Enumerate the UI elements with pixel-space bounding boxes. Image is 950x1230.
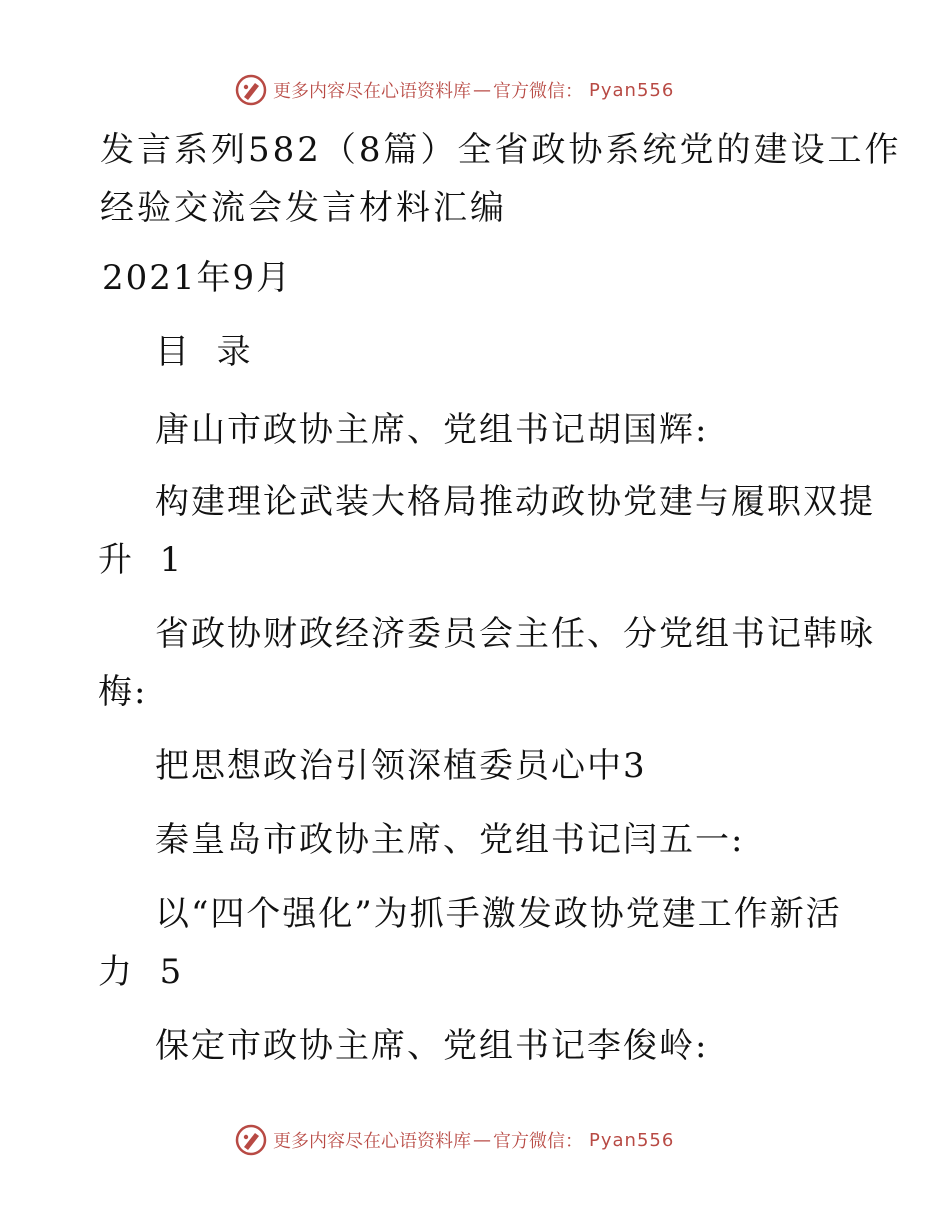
footer-banner[interactable]: [235, 1122, 755, 1158]
toc-speaker: 秦皇岛市政协主席、党组书记闫五一:: [155, 820, 745, 860]
toc-entry-page: 升 1: [98, 540, 184, 580]
toc-entry-title: 以“四个强化”为抓手激发政协党建工作新活: [155, 894, 842, 934]
banner-wechat-label: 官方微信：: [493, 81, 583, 102]
brand-logo-icon: [235, 74, 267, 106]
banner-wechat-id: Pyan556: [589, 1129, 675, 1151]
toc-speaker-continued: 梅:: [98, 672, 148, 712]
banner-wechat-label: 官方微信：: [493, 1131, 583, 1152]
banner-wechat-id: Pyan556: [589, 79, 675, 101]
toc-entry-page: 力 5: [98, 952, 184, 992]
header-banner[interactable]: [235, 72, 755, 108]
toc-heading: 目 录: [155, 332, 253, 372]
banner-separator: —: [473, 1129, 491, 1151]
document-title-line-2: 经验交流会发言材料汇编: [100, 188, 507, 228]
toc-speaker: 保定市政协主席、党组书记李俊岭:: [155, 1026, 709, 1066]
toc-entry-title: 把思想政治引领深植委员心中3: [155, 746, 647, 786]
brand-logo-icon: [235, 1124, 267, 1156]
banner-separator: —: [473, 79, 491, 101]
toc-speaker: 省政协财政经济委员会主任、分党组书记韩咏: [155, 614, 875, 654]
banner-main-text: 更多内容尽在心语资料库: [273, 81, 471, 102]
toc-entry-title: 构建理论武装大格局推动政协党建与履职双提: [155, 482, 875, 522]
document-date: 2021年9月: [102, 258, 293, 298]
toc-speaker: 唐山市政协主席、党组书记胡国辉:: [155, 410, 709, 450]
document-title-line-1: 发言系列582（8篇）全省政协系统党的建设工作: [100, 130, 902, 170]
banner-main-text: 更多内容尽在心语资料库: [273, 1131, 471, 1152]
